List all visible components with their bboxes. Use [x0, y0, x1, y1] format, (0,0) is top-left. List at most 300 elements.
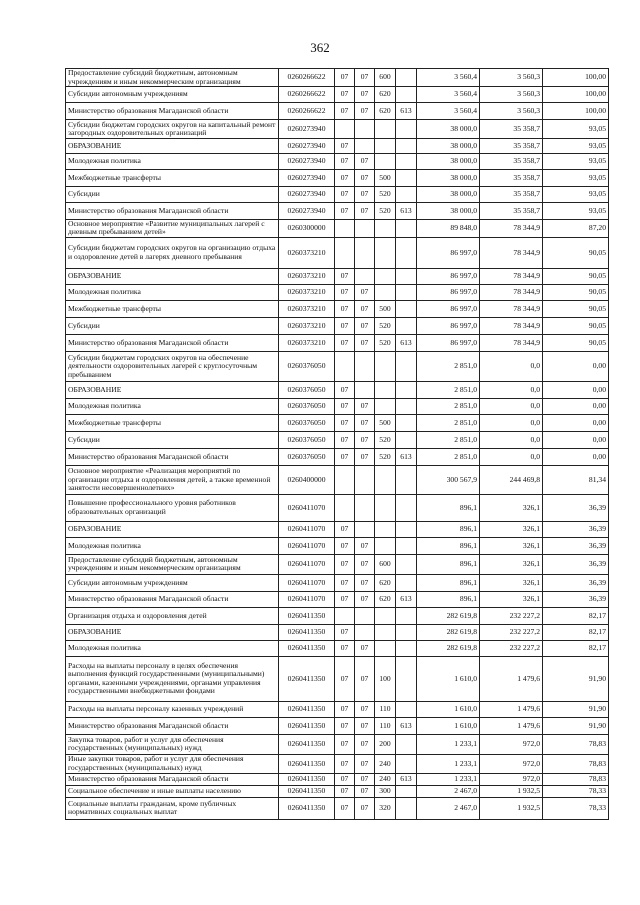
target-code: 0260411350 [279, 656, 335, 701]
department-code [396, 381, 417, 398]
target-code: 0260411350 [279, 773, 335, 785]
subsection-code [355, 351, 375, 381]
expense-type-code: 620 [375, 591, 396, 607]
expense-type-code: 520 [375, 448, 396, 465]
table-row [66, 414, 609, 431]
expense-type-code: 500 [375, 300, 396, 317]
section-code: 07 [335, 797, 355, 819]
table-row [66, 656, 609, 701]
section-code: 07 [335, 521, 355, 537]
actual-amount: 972,0 [480, 754, 543, 773]
planned-amount: 896,1 [417, 521, 480, 537]
section-code [335, 465, 355, 494]
row-name: Министерство образования Магаданской области [66, 717, 279, 734]
target-code: 0260411070 [279, 494, 335, 521]
row-name: Молодежная политика [66, 154, 279, 170]
expense-type-code [375, 120, 396, 139]
expense-type-code: 200 [375, 734, 396, 754]
planned-amount: 89 848,0 [417, 220, 480, 238]
subsection-code: 07 [355, 414, 375, 431]
expense-type-code [375, 381, 396, 398]
actual-amount: 232 227,2 [480, 607, 543, 624]
target-code: 0260273940 [279, 187, 335, 203]
expense-type-code: 110 [375, 717, 396, 734]
department-code: 613 [396, 591, 417, 607]
row-name: Министерство образования Магаданской области [66, 448, 279, 465]
table-row [66, 334, 609, 351]
expense-type-code: 300 [375, 785, 396, 797]
subsection-code: 07 [355, 754, 375, 773]
department-code: 613 [396, 103, 417, 120]
table-row [66, 87, 609, 103]
expense-type-code: 520 [375, 431, 396, 448]
department-code [396, 656, 417, 701]
row-name: Субсидии автономным учреждениям [66, 574, 279, 591]
expense-type-code: 110 [375, 701, 396, 717]
actual-amount: 326,1 [480, 521, 543, 537]
expense-type-code: 320 [375, 797, 396, 819]
department-code [396, 154, 417, 170]
planned-amount: 2 851,0 [417, 431, 480, 448]
department-code [396, 607, 417, 624]
section-code: 07 [335, 87, 355, 103]
target-code: 0260411070 [279, 574, 335, 591]
execution-percent: 100,00 [543, 103, 609, 120]
section-code: 07 [335, 139, 355, 154]
department-code [396, 431, 417, 448]
section-code: 07 [335, 624, 355, 640]
row-name: Предоставление субсидий бюджетным, автономным учреждениям и иным некоммерческим организациям [66, 554, 279, 574]
actual-amount: 0,0 [480, 414, 543, 431]
planned-amount: 38 000,0 [417, 203, 480, 220]
expense-type-code: 240 [375, 773, 396, 785]
section-code: 07 [335, 773, 355, 785]
subsection-code [355, 494, 375, 521]
planned-amount: 38 000,0 [417, 170, 480, 187]
execution-percent: 100,00 [543, 69, 609, 87]
actual-amount: 244 469,8 [480, 465, 543, 494]
table-row [66, 717, 609, 734]
department-code [396, 521, 417, 537]
planned-amount: 86 997,0 [417, 268, 480, 284]
department-code [396, 640, 417, 656]
planned-amount: 38 000,0 [417, 139, 480, 154]
target-code: 0260411070 [279, 591, 335, 607]
subsection-code: 07 [355, 300, 375, 317]
execution-percent: 91,90 [543, 656, 609, 701]
section-code: 07 [335, 154, 355, 170]
table-row [66, 120, 609, 139]
row-name: ОБРАЗОВАНИЕ [66, 139, 279, 154]
subsection-code: 07 [355, 797, 375, 819]
table-row [66, 268, 609, 284]
expense-type-code: 620 [375, 574, 396, 591]
subsection-code [355, 268, 375, 284]
expense-type-code: 620 [375, 87, 396, 103]
section-code: 07 [335, 591, 355, 607]
section-code: 07 [335, 203, 355, 220]
expense-type-code: 600 [375, 69, 396, 87]
row-name: Министерство образования Магаданской области [66, 591, 279, 607]
target-code: 0260373210 [279, 284, 335, 300]
section-code [335, 120, 355, 139]
section-code: 07 [335, 431, 355, 448]
budget-table [65, 68, 609, 820]
planned-amount: 1 610,0 [417, 701, 480, 717]
table-row [66, 554, 609, 574]
department-code: 613 [396, 773, 417, 785]
table-row [66, 521, 609, 537]
section-code: 07 [335, 398, 355, 414]
department-code [396, 574, 417, 591]
row-name: Субсидии бюджетам городских округов на обеспечение деятельности оздоровительных лагерей с круглосуточным пребыванием [66, 351, 279, 381]
target-code: 0260400000 [279, 465, 335, 494]
actual-amount: 78 344,9 [480, 237, 543, 268]
subsection-code: 07 [355, 734, 375, 754]
table-row [66, 607, 609, 624]
subsection-code: 07 [355, 537, 375, 554]
table-row [66, 69, 609, 87]
execution-percent: 0,00 [543, 398, 609, 414]
subsection-code: 07 [355, 785, 375, 797]
row-name: Социальные выплаты гражданам, кроме публичных нормативных социальных выплат [66, 797, 279, 819]
expense-type-code [375, 494, 396, 521]
subsection-code: 07 [355, 284, 375, 300]
planned-amount: 38 000,0 [417, 187, 480, 203]
subsection-code: 07 [355, 87, 375, 103]
table-row [66, 734, 609, 754]
planned-amount: 896,1 [417, 537, 480, 554]
execution-percent: 82,17 [543, 640, 609, 656]
execution-percent: 0,00 [543, 351, 609, 381]
execution-percent: 81,34 [543, 465, 609, 494]
target-code: 0260411350 [279, 797, 335, 819]
row-name: Закупка товаров, работ и услуг для обеспечения государственных (муниципальных) нужд [66, 734, 279, 754]
section-code: 07 [335, 334, 355, 351]
section-code: 07 [335, 69, 355, 87]
execution-percent: 87,20 [543, 220, 609, 238]
expense-type-code: 620 [375, 103, 396, 120]
actual-amount: 326,1 [480, 494, 543, 521]
execution-percent: 93,05 [543, 154, 609, 170]
section-code: 07 [335, 284, 355, 300]
table-row [66, 103, 609, 120]
section-code: 07 [335, 734, 355, 754]
department-code [396, 797, 417, 819]
table-row [66, 237, 609, 268]
expense-type-code [375, 154, 396, 170]
actual-amount: 0,0 [480, 448, 543, 465]
actual-amount: 3 560,3 [480, 103, 543, 120]
execution-percent: 91,90 [543, 701, 609, 717]
section-code: 07 [335, 537, 355, 554]
expense-type-code [375, 521, 396, 537]
section-code: 07 [335, 187, 355, 203]
target-code: 0260376050 [279, 398, 335, 414]
target-code: 0260273940 [279, 170, 335, 187]
execution-percent: 0,00 [543, 431, 609, 448]
department-code [396, 754, 417, 773]
subsection-code [355, 521, 375, 537]
row-name: Субсидии бюджетам городских округов на организацию отдыха и оздоровление детей в лагерях дневного пребывания [66, 237, 279, 268]
planned-amount: 2 851,0 [417, 381, 480, 398]
department-code [396, 139, 417, 154]
execution-percent: 90,05 [543, 268, 609, 284]
actual-amount: 972,0 [480, 773, 543, 785]
target-code: 0260411350 [279, 734, 335, 754]
table-row [66, 591, 609, 607]
execution-percent: 36,39 [543, 591, 609, 607]
table-row [66, 284, 609, 300]
department-code [396, 69, 417, 87]
subsection-code: 07 [355, 591, 375, 607]
subsection-code: 07 [355, 334, 375, 351]
section-code [335, 494, 355, 521]
actual-amount: 35 358,7 [480, 139, 543, 154]
section-code [335, 237, 355, 268]
table-row [66, 220, 609, 238]
row-name: Министерство образования Магаданской области [66, 334, 279, 351]
table-row [66, 773, 609, 785]
row-name: Молодежная политика [66, 398, 279, 414]
actual-amount: 3 560,3 [480, 69, 543, 87]
row-name: Повышение профессионального уровня работников образовательных организаций [66, 494, 279, 521]
table-row [66, 465, 609, 494]
expense-type-code: 240 [375, 754, 396, 773]
section-code: 07 [335, 103, 355, 120]
table-row [66, 494, 609, 521]
execution-percent: 100,00 [543, 87, 609, 103]
department-code [396, 300, 417, 317]
subsection-code: 07 [355, 717, 375, 734]
table-row [66, 351, 609, 381]
subsection-code: 07 [355, 701, 375, 717]
actual-amount: 78 344,9 [480, 317, 543, 334]
subsection-code: 07 [355, 431, 375, 448]
table-row [66, 139, 609, 154]
expense-type-code [375, 139, 396, 154]
planned-amount: 38 000,0 [417, 154, 480, 170]
subsection-code [355, 237, 375, 268]
actual-amount: 78 344,9 [480, 220, 543, 238]
table-row [66, 640, 609, 656]
planned-amount: 3 560,4 [417, 87, 480, 103]
row-name: Субсидии [66, 317, 279, 334]
planned-amount: 2 851,0 [417, 414, 480, 431]
actual-amount: 35 358,7 [480, 203, 543, 220]
target-code: 0260373210 [279, 268, 335, 284]
execution-percent: 82,17 [543, 624, 609, 640]
table-row [66, 574, 609, 591]
section-code: 07 [335, 640, 355, 656]
subsection-code [355, 607, 375, 624]
table-row [66, 154, 609, 170]
section-code: 07 [335, 701, 355, 717]
row-name: ОБРАЗОВАНИЕ [66, 268, 279, 284]
row-name: ОБРАЗОВАНИЕ [66, 521, 279, 537]
planned-amount: 1 233,1 [417, 754, 480, 773]
row-name: Социальное обеспечение и иные выплаты населению [66, 785, 279, 797]
planned-amount: 2 851,0 [417, 398, 480, 414]
row-name: ОБРАЗОВАНИЕ [66, 381, 279, 398]
actual-amount: 0,0 [480, 351, 543, 381]
target-code: 0260411350 [279, 624, 335, 640]
department-code [396, 87, 417, 103]
execution-percent: 90,05 [543, 237, 609, 268]
subsection-code: 07 [355, 154, 375, 170]
expense-type-code: 520 [375, 317, 396, 334]
table-row [66, 448, 609, 465]
expense-type-code [375, 537, 396, 554]
actual-amount: 35 358,7 [480, 170, 543, 187]
planned-amount: 86 997,0 [417, 237, 480, 268]
planned-amount: 86 997,0 [417, 284, 480, 300]
expense-type-code [375, 398, 396, 414]
planned-amount: 300 567,9 [417, 465, 480, 494]
row-name: Межбюджетные трансферты [66, 170, 279, 187]
execution-percent: 36,39 [543, 494, 609, 521]
execution-percent: 93,05 [543, 120, 609, 139]
department-code [396, 494, 417, 521]
expense-type-code: 600 [375, 554, 396, 574]
section-code: 07 [335, 300, 355, 317]
department-code: 613 [396, 334, 417, 351]
subsection-code [355, 220, 375, 238]
subsection-code [355, 139, 375, 154]
department-code [396, 785, 417, 797]
execution-percent: 78,33 [543, 785, 609, 797]
actual-amount: 1 932,5 [480, 797, 543, 819]
department-code [396, 734, 417, 754]
row-name: Субсидии автономным учреждениям [66, 87, 279, 103]
target-code: 0260411350 [279, 640, 335, 656]
subsection-code: 07 [355, 203, 375, 220]
expense-type-code [375, 284, 396, 300]
actual-amount: 1 479,6 [480, 717, 543, 734]
row-name: Министерство образования Магаданской области [66, 203, 279, 220]
planned-amount: 282 619,8 [417, 624, 480, 640]
subsection-code [355, 120, 375, 139]
planned-amount: 282 619,8 [417, 607, 480, 624]
execution-percent: 90,05 [543, 284, 609, 300]
execution-percent: 0,00 [543, 381, 609, 398]
row-name: Субсидии [66, 187, 279, 203]
actual-amount: 0,0 [480, 431, 543, 448]
table-row [66, 537, 609, 554]
expense-type-code [375, 624, 396, 640]
section-code [335, 607, 355, 624]
table-row [66, 797, 609, 819]
table-row [66, 624, 609, 640]
department-code [396, 284, 417, 300]
subsection-code [355, 624, 375, 640]
execution-percent: 93,05 [543, 187, 609, 203]
row-name: Субсидии бюджетам городских округов на капитальный ремонт загородных оздоровительных организаций [66, 120, 279, 139]
target-code: 0260273940 [279, 139, 335, 154]
subsection-code: 07 [355, 574, 375, 591]
department-code [396, 701, 417, 717]
planned-amount: 896,1 [417, 591, 480, 607]
department-code [396, 398, 417, 414]
execution-percent: 36,39 [543, 521, 609, 537]
expense-type-code [375, 351, 396, 381]
planned-amount: 86 997,0 [417, 317, 480, 334]
actual-amount: 326,1 [480, 554, 543, 574]
section-code [335, 220, 355, 238]
table-body [66, 69, 609, 820]
execution-percent: 78,83 [543, 754, 609, 773]
row-name: Молодежная политика [66, 284, 279, 300]
target-code: 0260266622 [279, 103, 335, 120]
target-code: 0260376050 [279, 431, 335, 448]
target-code: 0260411070 [279, 554, 335, 574]
target-code: 0260376050 [279, 351, 335, 381]
section-code: 07 [335, 317, 355, 334]
target-code: 0260273940 [279, 203, 335, 220]
section-code: 07 [335, 448, 355, 465]
actual-amount: 326,1 [480, 591, 543, 607]
target-code: 0260273940 [279, 120, 335, 139]
expense-type-code: 100 [375, 656, 396, 701]
department-code: 613 [396, 448, 417, 465]
execution-percent: 78,33 [543, 797, 609, 819]
actual-amount: 1 932,5 [480, 785, 543, 797]
table-row [66, 785, 609, 797]
table-row [66, 754, 609, 773]
target-code: 0260411070 [279, 537, 335, 554]
execution-percent: 93,05 [543, 203, 609, 220]
row-name: Предоставление субсидий бюджетным, автономным учреждениям и иным некоммерческим организациям [66, 69, 279, 87]
target-code: 0260373210 [279, 300, 335, 317]
table-row [66, 300, 609, 317]
subsection-code: 07 [355, 103, 375, 120]
table-row [66, 187, 609, 203]
section-code [335, 351, 355, 381]
section-code: 07 [335, 268, 355, 284]
expense-type-code: 520 [375, 203, 396, 220]
target-code: 0260411350 [279, 607, 335, 624]
actual-amount: 1 479,6 [480, 701, 543, 717]
actual-amount: 232 227,2 [480, 640, 543, 656]
section-code: 07 [335, 754, 355, 773]
table-row [66, 701, 609, 717]
target-code: 0260411350 [279, 717, 335, 734]
actual-amount: 78 344,9 [480, 268, 543, 284]
expense-type-code [375, 640, 396, 656]
target-code: 0260373210 [279, 237, 335, 268]
actual-amount: 78 344,9 [480, 300, 543, 317]
subsection-code: 07 [355, 640, 375, 656]
row-name: Молодежная политика [66, 537, 279, 554]
actual-amount: 232 227,2 [480, 624, 543, 640]
table-row [66, 203, 609, 220]
execution-percent: 78,83 [543, 734, 609, 754]
execution-percent: 0,00 [543, 414, 609, 431]
department-code [396, 317, 417, 334]
execution-percent: 93,05 [543, 170, 609, 187]
target-code: 0260266622 [279, 69, 335, 87]
subsection-code: 07 [355, 773, 375, 785]
actual-amount: 972,0 [480, 734, 543, 754]
planned-amount: 1 610,0 [417, 656, 480, 701]
row-name: Министерство образования Магаданской области [66, 773, 279, 785]
planned-amount: 3 560,4 [417, 69, 480, 87]
actual-amount: 78 344,9 [480, 284, 543, 300]
target-code: 0260411350 [279, 785, 335, 797]
table-row [66, 317, 609, 334]
actual-amount: 3 560,3 [480, 87, 543, 103]
subsection-code: 07 [355, 187, 375, 203]
